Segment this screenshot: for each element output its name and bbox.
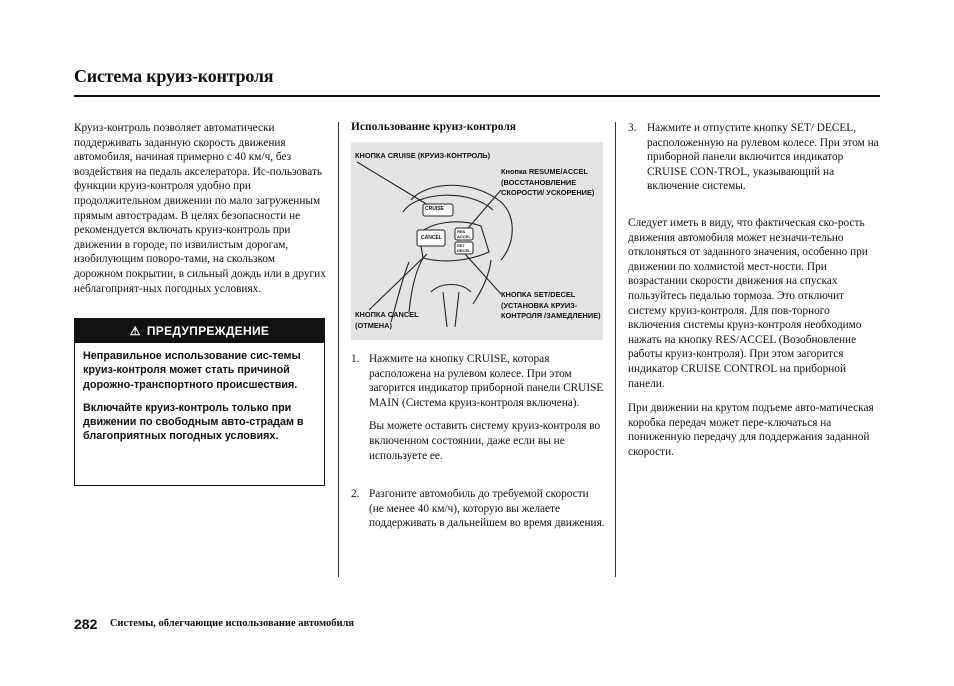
page-footer (74, 615, 354, 633)
warning-header (75, 319, 324, 343)
steering-wheel-figure (351, 142, 603, 340)
warning-text-2: Включайте круиз-контроль только при движении по свободным авто-страдам в благоприятных погодных условиях. (83, 401, 304, 443)
right-paragraph-2: При движении на крутом подъеме авто-матическая коробка передач может пере-ключаться на пониженную передачу для поддержания заданной скорости. (628, 402, 874, 458)
set-decel-label: КНОПКА SET/DECEL (УСТАНОВКА КРУИЗ-КОНТРОЛЯ /ЗАМЕДЛЕНИЕ) (501, 290, 601, 320)
step-3-text: Нажмите и отпустите кнопку SET/ DECEL, расположенную на рулевом колесе. При этом на приборной панели включится индикатор CRUISE CON-TROL, указывающий на включение системы. (647, 122, 879, 193)
warning-text-1: Неправильное использование сис-темы круиз-контроля может стать причиной дорожно-транспортного происшествия. (83, 350, 301, 391)
step-1-text: Нажмите на кнопку CRUISE, которая расположена на рулевом колесе. При этом загорится индикатор приборной панели CRUISE MAIN (Система круиз-контроля включена). (369, 353, 604, 409)
set-decel-button: SET DECEL (457, 243, 471, 253)
cruise-button-label: КНОПКА CRUISE (КРУИЗ-КОНТРОЛЬ) (355, 151, 491, 160)
warning-triangle-icon: ⚠ (129, 324, 141, 338)
cruise-button: CRUISE (425, 206, 444, 212)
resume-accel-label: Кнопка RESUME/ACCEL (ВОССТАНОВЛЕНИЕ СКОРОСТИ/ УСКОРЕНИЕ) (501, 167, 595, 197)
step-3-number: 3. (628, 122, 637, 134)
left-column (74, 121, 326, 306)
res-accel-button: RES ACCEL (457, 229, 471, 239)
step-1-number: 1. (351, 353, 360, 365)
page-number: 282 (74, 615, 98, 632)
section-subheading: Использование круиз-контроля (351, 121, 517, 133)
step-1-note: Вы можете оставить систему круиз-контроля во включенном состоянии, даже если вы не используете ее. (369, 420, 601, 462)
column-divider-left (338, 122, 339, 577)
cancel-button: CANCEL (421, 235, 442, 241)
cancel-button-label: КНОПКА CANCEL (ОТМЕНА) (355, 310, 419, 330)
intro-paragraph: Круиз-контроль позволяет автоматически поддерживать заданную скорость движения автомобиля, начиная примерно с 40 км/ч, без воздействия на педаль акселератора. Ис-пользовать функции круиз-контроля удобно при продолжительном движении по мало загруженным прямым автострадам. В целях безопасности не рекомендуется включать круиз-контроль при движении в городе, по извилистым дорогам, изобилующим поворо-тами, на скользком дорожном покрытии, в сильный дождь или в других неблагоприят-ных погодных условиях. (74, 122, 326, 295)
page-title: Система круиз-контроля (74, 66, 274, 86)
step-2 (369, 487, 605, 540)
warning-body (75, 343, 324, 444)
step-2-text: Разгоните автомобиль до требуемой скорости (не менее 40 км/ч), которую вы желаете поддерживать в дальнейшем во время движения. (369, 488, 605, 530)
warning-box (74, 318, 325, 486)
footer-section-title: Системы, облегчающие использование автомобиля (109, 618, 355, 630)
title-rule (74, 95, 880, 97)
column-divider-right (615, 122, 616, 577)
right-paragraph-1: Следует иметь в виду, что фактическая ско-рость движения автомобиля может незначи-тельно отклоняться от заданного значения, особенно при движении по холмистой мест-ности. При возрастании скорости движения на спусках пользуйтесь педалью тормоза. Это отключит систему круиз-контроля. Для пов-торного включения системы круиз-контроля необходимо нажать на кнопку RES/ACCEL (Возобновление работы круиз-контроля). При этом загорится индикатор CRUISE CONTROL на приборной панели. (628, 217, 868, 390)
step-3 (647, 121, 881, 203)
warning-heading: ПРЕДУПРЕЖДЕНИЕ (146, 324, 270, 338)
right-column (628, 216, 881, 470)
step-1 (369, 352, 605, 472)
step-2-number: 2. (351, 488, 360, 500)
